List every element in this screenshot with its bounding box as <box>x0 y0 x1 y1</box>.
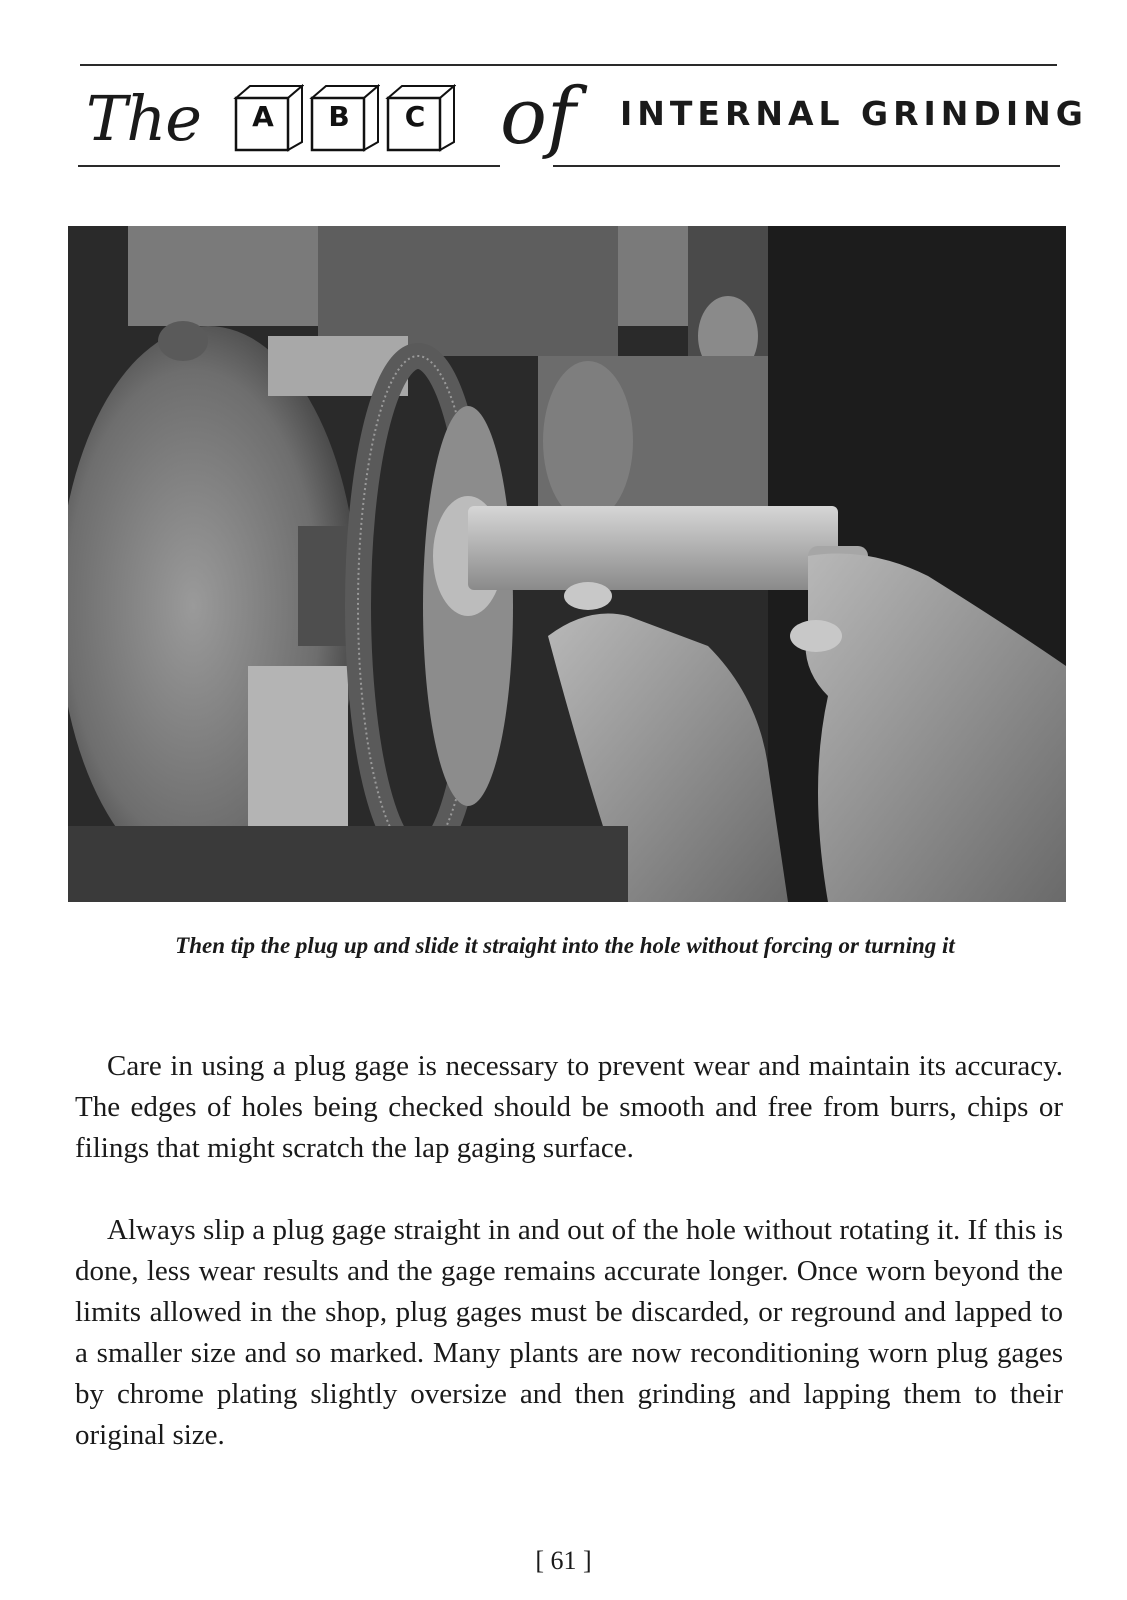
figure-caption: Then tip the plug up and slide it straight into the hole without forcing or turning it <box>175 933 955 958</box>
header-top-rule <box>80 64 1057 66</box>
letter-block-c <box>384 80 456 152</box>
abc-blocks-logo <box>232 80 460 152</box>
page-title: INTERNAL GRINDING <box>620 94 1088 133</box>
header-script-of: of <box>500 72 576 162</box>
body-paragraph: Always slip a plug gage straight in and out of the hole without rotating it. If this is done, less wear results and the gage remains accurate longer. Once worn beyond the limits allowed in the shop, plug gages must be discarded, or reground and lapped to a smaller size and so marked. Many plants are now reconditioning worn plug gages by chrome plating slightly oversize and then grinding and lapping them to their original size. <box>75 1214 1063 1451</box>
page-number: [ 61 ] <box>535 1546 592 1575</box>
block-letter: B <box>328 100 350 133</box>
grinding-machine-photo-illustration <box>68 226 1066 902</box>
letter-block-a <box>232 80 304 152</box>
letter-block-b <box>308 80 380 152</box>
block-letter: A <box>252 100 274 133</box>
block-letter: C <box>404 100 426 133</box>
header-bottom-rule-right <box>553 165 1060 167</box>
machine-photograph <box>68 226 1066 902</box>
header-script-the: The <box>86 82 201 155</box>
body-paragraph: Care in using a plug gage is necessary to prevent wear and maintain its accuracy. The edges of holes being checked should be smooth and free from burrs, chips or filings that might scratch the lap gaging surface. <box>75 1050 1063 1164</box>
header-bottom-rule-left <box>78 165 500 167</box>
